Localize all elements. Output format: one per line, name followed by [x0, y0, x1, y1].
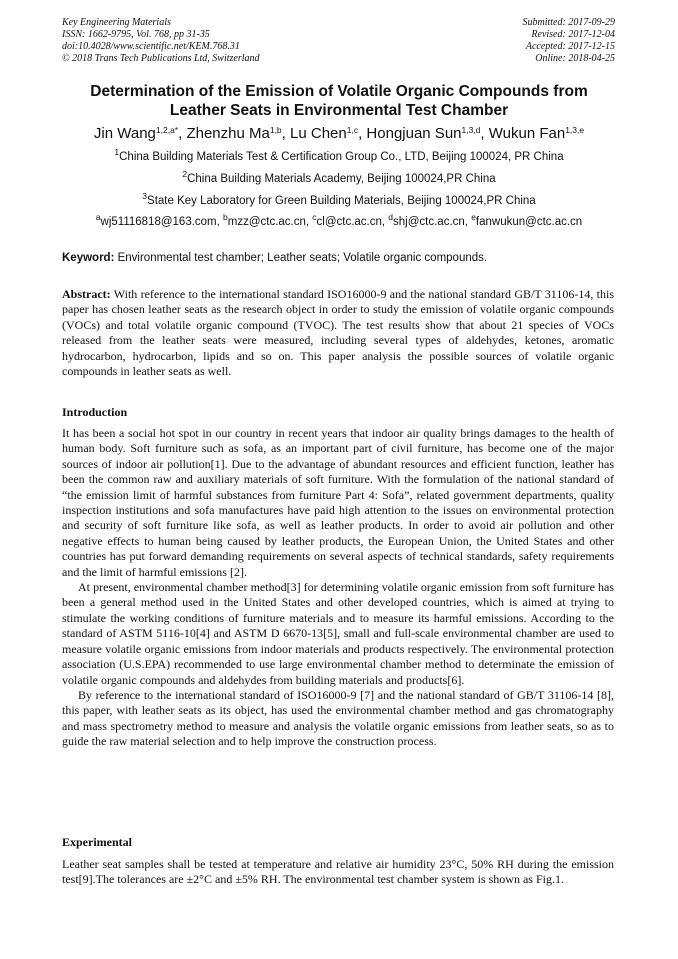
author-name: Hongjuan Sun	[366, 125, 462, 142]
email-link: mzz@ctc.ac.cn,	[227, 216, 313, 228]
author-sup: 1,c	[346, 125, 359, 135]
date-revised: Revised: 2017-12-04	[531, 29, 615, 40]
journal-info	[62, 17, 260, 65]
email-link: shj@ctc.ac.cn,	[393, 216, 472, 228]
journal-name: Key Engineering Materials	[62, 17, 171, 28]
author-name: Wukun Fan	[488, 125, 566, 142]
date-submitted: Submitted: 2017-09-29	[522, 17, 615, 28]
author-emails: $^a$wj51116818@163.com, $^b$mzz@ctc.ac.cn, $^c$cl@ctc.ac.cn, $^d$shj@ctc.ac.cn, $^e$fanwukun@ctc.ac.cn	[95, 212, 583, 228]
submission-dates	[523, 17, 616, 65]
introduction-body	[62, 426, 614, 750]
experimental-body	[62, 857, 614, 888]
affiliation-1: $^1$China Building Materials Test & Certification Group Co., LTD, Beijing 100024, PR China	[114, 147, 564, 163]
email-link: fanwukun@ctc.ac.cn	[475, 216, 583, 228]
author-sup: 1,2,a*	[155, 125, 179, 135]
author-name: Lu Chen	[290, 125, 347, 142]
author-sep: ,	[281, 125, 291, 142]
author-sup: 1,3,d	[461, 125, 481, 135]
abstract-label: Abstract:	[62, 287, 111, 301]
author-sep: ,	[480, 125, 489, 142]
journal-issn: ISSN: 1662-9795, Vol. 768, pp 31-35	[62, 29, 210, 40]
intro-paragraph-2: At present, environmental chamber method[3] for determining volatile organic emission from soft furniture has been a general method used in the United States and other developed countries, which is aimed at trying to stimulate the working conditions of furniture materials and to measure its harmful emissions. According to the standard of ASTM 5116-10[4] and ASTM D 6670-13[5], small and full-scale environmental chamber are used to measure volatile organic emissions from indoor materials and products respectively. The environmental protection association (U.S.EPA) recommended to use large environmental chamber method to determinate the emission of volatile organic compounds and aldehydes from building materials and products[6].	[62, 580, 614, 687]
experimental-heading: Experimental	[62, 835, 132, 849]
date-accepted: Accepted: 2017-12-15	[525, 41, 615, 52]
author-sep: ,	[358, 125, 367, 142]
affiliation-2: $^2$China Building Materials Academy, Beijing 100024,PR China	[182, 169, 496, 185]
email-link: cl@ctc.ac.cn,	[316, 216, 389, 228]
journal-copyright: © 2018 Trans Tech Publications Ltd, Switzerland	[62, 53, 260, 64]
keywords	[62, 251, 622, 265]
experimental-paragraph-1: Leather seat samples shall be tested at temperature and relative air humidity 23°C, 50% RH during the emission test[9].The tolerances are ±2°C and ±5% RH. The environmental test chamber system is shown as Fig.1.	[62, 857, 614, 887]
intro-paragraph-3: By reference to the international standard of ISO16000-9 [7] and the national standard of GB/T 31106-14 [8], this paper, with leather seats as its object, has used the environmental chamber method and gas chromatography and mass spectrometry method to measure and analysis the volatile organic emissions from leather seats, so as to guide the raw material selection and to help improve the construction process.	[62, 687, 614, 749]
author-sup: 1,3,e	[565, 125, 585, 135]
author-sep: ,	[178, 125, 187, 142]
author-name: Jin Wang	[93, 125, 156, 142]
abstract-text: With reference to the international standard ISO16000-9 and the national standard GB/T 31106-14, this paper has chosen leather seats as the research object in order to study the emission of volatile organic compounds (VOCs) and total volatile organic compound (TVOC). The test results show that about 21 species of VOCs released from the leather seats were measured, including several types of aldehydes, ketones, aromatic hydrocarbon, hydrocarbon, lipids and so on. This paper analysis the possible sources of volatile organic compounds in leather seats as well.	[62, 287, 614, 379]
keyword-label: Keyword:	[62, 252, 115, 264]
affiliation-3: $^3$State Key Laboratory for Green Building Materials, Beijing 100024,PR China	[142, 191, 536, 207]
author-list	[40, 125, 638, 143]
abstract	[62, 287, 614, 379]
paper-title: Determination of the Emission of Volatile Organic Compounds from Leather Seats in Environmental Test Chamber	[90, 83, 588, 119]
journal-doi: doi:10.4028/www.scientific.net/KEM.768.31	[62, 41, 240, 52]
intro-paragraph-1: It has been a social hot spot in our country in recent years that indoor air quality brings damages to the health of human body. Soft furniture such as sofa, as an important part of civil furniture, has become one of the major sources of indoor air pollution[1]. Due to the advantage of abundant resources and efficient function, leather has been the common raw and auxiliary materials of soft furniture. With the formulation of the national standard of “the emission limit of harmful substances from furniture Part 4: Sofa”, related government departments, quality inspection institutions and sofa manufactures have paid high attention to the issues on environmental protection and security of soft furniture like sofa, as well as leather products. In order to avoid air pollution and other negative effects to human being caused by leather products, the European Union, the United States and other countries has put forward demanding requirements on several aspects of technical standards, safety requirements and the limit of harmful emissions [2].	[62, 426, 614, 579]
email-link: wj51116818@163.com,	[100, 216, 224, 228]
introduction-heading: Introduction	[62, 405, 128, 419]
keyword-text: Environmental test chamber; Leather seats; Volatile organic compounds.	[114, 252, 488, 264]
author-name: Zhenzhu Ma	[186, 125, 270, 142]
author-sup: 1,b	[269, 125, 282, 135]
date-online: Online: 2018-04-25	[535, 53, 615, 64]
